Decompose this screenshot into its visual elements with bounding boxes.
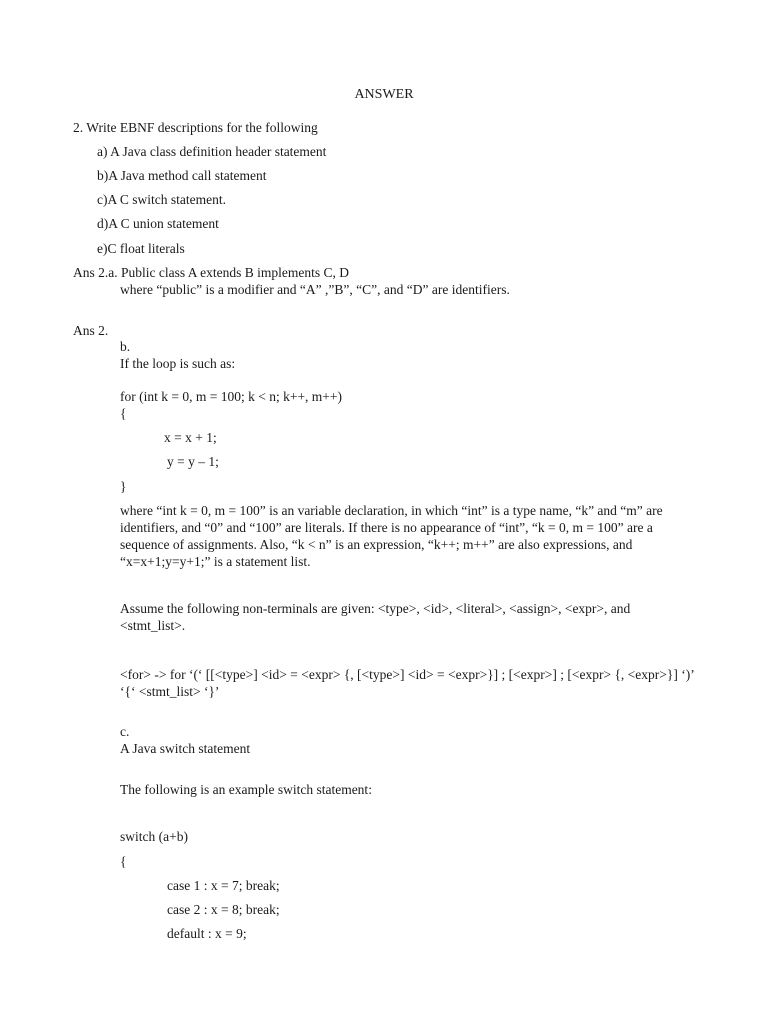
answer-c-intro: The following is an example switch statement: [120,782,372,797]
code-line: default : x = 9; [167,926,247,941]
page-title: ANSWER [354,87,414,102]
code-line: x = x + 1; [164,430,217,445]
code-line: y = y – 1; [167,454,219,469]
answer-b-label: Ans 2. [73,323,109,338]
answer-a-label: Ans 2.a. Public class A extends B implements C, D [73,265,349,280]
answer-a-explanation: where “public” is a modifier and “A” ,”B”, “C”, and “D” are identifiers. [120,282,510,297]
question-title: 2. Write EBNF descriptions for the following [73,120,318,135]
code-line: switch (a+b) [120,829,188,844]
code-line: for (int k = 0, m = 100; k < n; k++, m++) [120,389,343,404]
code-line: case 2 : x = 8; break; [167,902,280,917]
answer-b-explanation: where “int k = 0, m = 100” is an variable declaration, in which “int” is a type name, “k” and “m” are identifiers, and “0” and “100” are literals. If there is no appearance of “int”, “k = 0, m = 100” are a sequence of assignments. Also, “k < n” is an expression, “k++; m++” are also expressions, and “x=x+1;y=y+1;” is a statement list. [120,503,663,569]
answer-b-assumption: Assume the following non-terminals are given: <type>, <id>, <literal>, <assign>, <expr>, and <stmt_list>. [120,601,631,633]
question-item-d: d)A C union statement [97,216,219,231]
answer-b-intro: If the loop is such as: [120,356,236,371]
question-item-b: b)A Java method call statement [97,168,267,183]
answer-c-sublabel: c. [120,724,130,739]
answer-b-sublabel: b. [120,339,131,354]
code-line: { [120,854,127,869]
code-line: { [120,406,127,421]
ebnf-rule: <for> -> for ‘(‘ [[<type>] <id> = <expr> {, [<type>] <id> = <expr>}] ; [<expr>] ; [<expr> {, <expr>}] ‘)’ ‘{‘ <stmt_list> ‘}’ [120,667,694,699]
code-line: case 1 : x = 7; break; [167,878,280,893]
answer-c-title: A Java switch statement [120,741,251,756]
question-item-a: a) A Java class definition header statement [97,144,327,159]
question-item-e: e)C float literals [97,241,185,256]
question-item-c: c)A C switch statement. [97,192,226,207]
code-line: } [120,479,127,494]
